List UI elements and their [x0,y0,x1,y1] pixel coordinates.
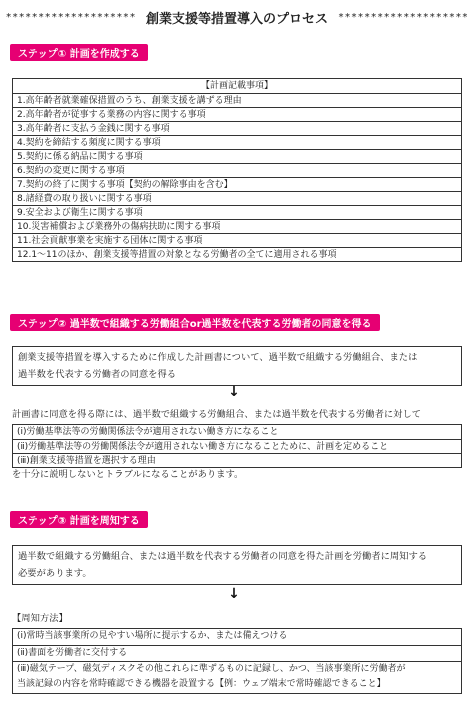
down-arrow-icon: ↓ [228,384,240,400]
explanation-intro: 計画書に同意を得る際には、過半数で組織する労働組合、または過半数を代表する労働者に対して [12,409,422,420]
notify-box [12,545,462,585]
explanation-outro: を十分に説明しないとトラブルになることがあります。 [12,469,244,480]
consent-line-2: 過半数を代表する労働者の同意を得る [18,369,177,380]
consent-box [12,346,462,386]
explanation-item: (ⅰ)労働基準法等の労働関係法令が適用されない働き方になること [17,427,279,437]
step1-badge: ステップ① 計画を作成する [10,44,148,61]
plan-item: 12.1～11のほか、創業支援等措置の対象となる労働者の全てに適用される事項 [13,247,461,261]
plan-item: 1.高年齢者就業確保措置のうち、創業支援を講ずる理由 [13,93,461,107]
plan-item: 10.災害補償および業務外の傷病扶助に関する事項 [13,219,461,233]
plan-item: 9.安全および衛生に関する事項 [13,205,461,219]
plan-item: 6.契約の変更に関する事項 [13,163,461,177]
notify-line-2: 必要があります。 [18,568,92,579]
plan-item: 3.高年齢者に支払う金銭に関する事項 [13,121,461,135]
stars-right: ******************** [338,11,469,23]
stars-left: ******************** [5,11,136,23]
method-item: (ⅲ)磁気テープ、磁気ディスクその他これらに準ずるものに記録し、かつ、当該事業所に労働者が [13,661,461,677]
explanation-item: (ⅲ)創業支援等措置を選択する理由 [13,453,461,467]
plan-item: 5.契約に係る納品に関する事項 [13,149,461,163]
step2-badge: ステップ② 過半数で組織する労働組合or過半数を代表する労働者の同意を得る [10,314,380,331]
plan-item: 2.高年齢者が従事する業務の内容に関する事項 [13,107,461,121]
method-item: (ⅱ)書面を労働者に交付する [13,645,461,661]
consent-line-1: 創業支援等措置を導入するために作成した計画書について、過半数で組織する労働組合、または [18,352,418,363]
plan-items-table [12,78,462,262]
page-header [0,6,474,28]
plan-item: 11.社会貢献事業を実施する団体に関する事項 [13,233,461,247]
down-arrow-icon: ↓ [228,586,240,602]
plan-item: 7.契約の終了に関する事項【契約の解除事由を含む】 [13,177,461,191]
page-title: 創業支援等措置導入のプロセス [145,11,328,27]
notify-line-1: 過半数で組織する労働組合、または過半数を代表する労働者の同意を得た計画を労働者に周知する [18,551,428,562]
method-item: (ⅰ)常時当該事業所の見やすい場所に提示するか、または備えつける [17,631,288,641]
plan-item: 8.諸経費の取り扱いに関する事項 [13,191,461,205]
plan-item: 4.契約を締結する頻度に関する事項 [13,135,461,149]
plan-items-heading: 【計画記載事項】 [200,81,273,91]
method-item: 当該記録の内容を常時確認できる機器を設置する【例：ウェブ端末で常時確認できること】 [17,679,386,689]
step3-badge: ステップ③ 計画を周知する [10,511,148,528]
explanation-item: (ⅱ)労働基準法等の労働関係法令が適用されない働き方になることために、計画を定めること [13,439,461,453]
method-items [12,628,462,694]
explanation-items [12,424,462,468]
method-heading: 【周知方法】 [12,613,68,624]
